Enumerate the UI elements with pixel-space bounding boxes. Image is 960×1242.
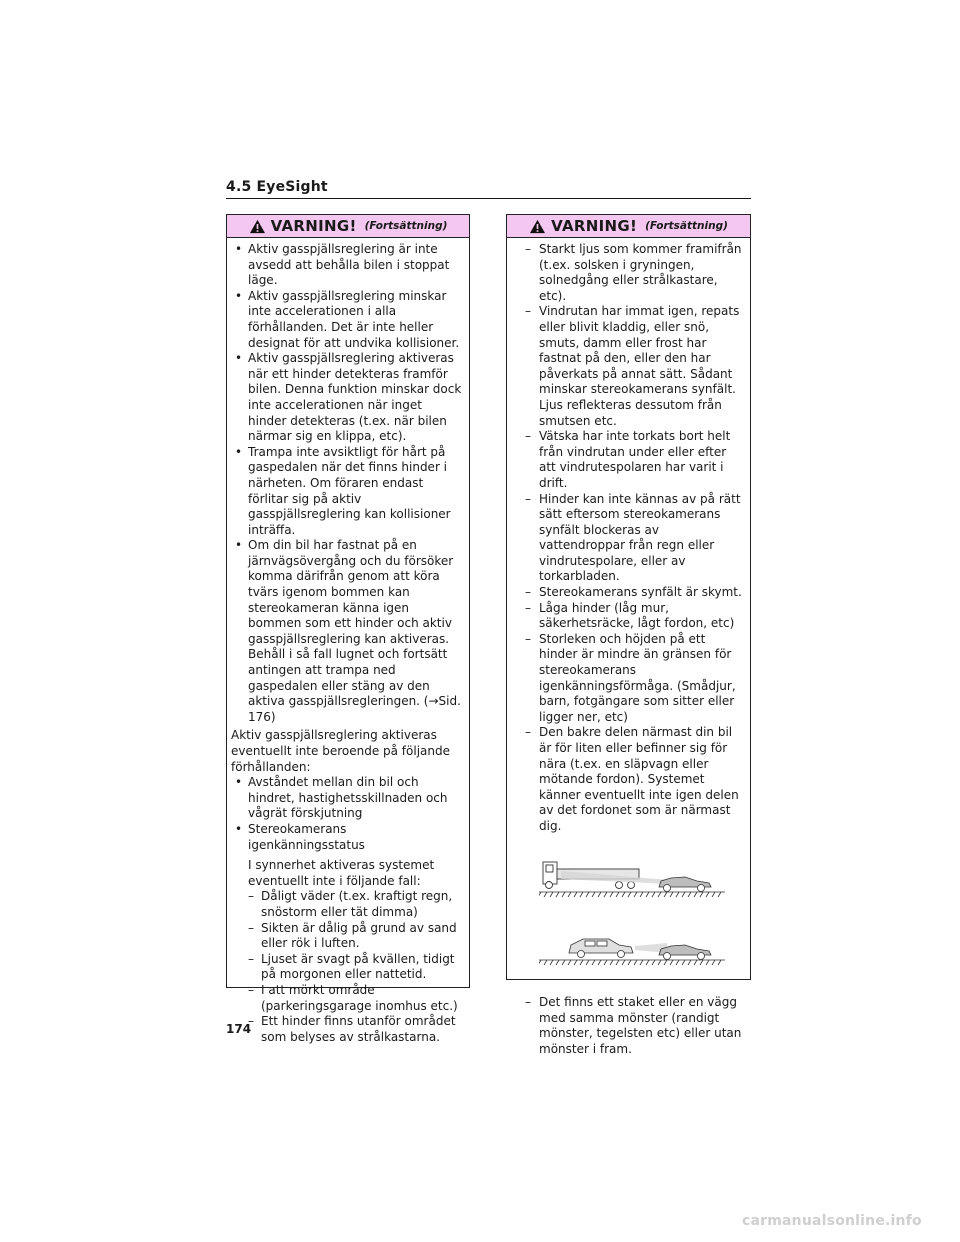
own-car-illustration: [659, 945, 711, 960]
dash-item: – Dåligt väder (t.ex. kraftigt regn, snöstorm eller tät dimma): [231, 889, 463, 920]
dash-item: – I att mörkt område (parkeringsgarage inomhus etc.): [231, 983, 463, 1014]
warning-title: VARNING!: [270, 217, 357, 235]
warning-header: [227, 215, 469, 238]
warning-header: [507, 215, 750, 238]
ground-line-hatch: [539, 960, 725, 965]
list-item: • Stereokamerans igenkänningsstatus: [231, 822, 463, 853]
dash-item: – Stereokamerans synfält är skymt.: [525, 585, 744, 601]
warning-body: [507, 238, 750, 1068]
dash-item: – Låga hinder (låg mur, säkerhetsräcke, lågt fordon, etc): [525, 601, 744, 632]
watermark: carmanualsonline.info: [742, 1213, 922, 1229]
oncoming-car-illustration: [569, 939, 633, 958]
warning-box-right: [506, 214, 751, 1056]
dash-item: – Vindrutan har immat igen, repats eller blivit kladdig, eller snö, smuts, damm eller frost har fastnat på den, eller den har påverkats på annat sätt. Sådant minskar stereokamerans synfält. Ljus reflekteras dessutom från smutsen etc.: [525, 304, 744, 429]
dash-item: – Det finns ett staket eller en vägg med samma mönster (randigt mönster, tegelsten etc) eller utan mönster i fram.: [525, 995, 744, 1057]
sub-intro-paragraph: I synnerhet aktiveras systemet eventuellt inte i följande fall:: [248, 858, 435, 888]
list-item: • Aktiv gasspjällsreglering minskar inte accelerationen i alla förhållanden. Det är inte heller designat för att undvika kollisioner.: [231, 289, 463, 351]
section-title: 4.5 EyeSight: [226, 179, 328, 195]
list-item: • Trampa inte avsiktligt för hårt på gaspedalen när det finns hinder i närheten. Om föraren endast förlitar sig på aktiv gasspjällsreglering kan kollisioner inträffa.: [231, 445, 463, 539]
intro-paragraph: Aktiv gasspjällsreglering aktiveras eventuellt inte beroende på följande förhållanden:: [231, 728, 450, 774]
trailer-and-car-illustration: [539, 857, 725, 977]
dash-item: – Hinder kan inte kännas av på rätt sätt eftersom stereokamerans synfält blockeras av vattendroppar från regn eller vindrutespolare, eller av torkarbladen.: [525, 492, 744, 586]
list-item: • Aktiv gasspjällsreglering aktiveras när ett hinder detekteras framför bilen. Denna funktion minskar dock inte accelerationen när inget hinder detekteras (t.ex. när bilen närmar sig en klippa, etc).: [231, 351, 463, 445]
own-car-illustration: [659, 877, 711, 892]
dash-item: – Storleken och höjden på ett hinder är mindre än gränsen för stereokamerans igenkänningsförmåga. (Smådjur, barn, fotgängare som sitter eller ligger ner, etc): [525, 632, 744, 726]
dash-item: – Vätska har inte torkats bort helt från vindrutan under eller efter att vindrutespolaren har varit i drift.: [525, 429, 744, 491]
section-divider: [226, 198, 751, 199]
dash-item: – Starkt ljus som kommer framifrån (t.ex. solsken i gryningen, solnedgång eller strålkastare, etc).: [525, 242, 744, 304]
warning-continued: (Fortsättning): [364, 220, 448, 232]
dash-item: – Sikten är dålig på grund av sand eller rök i luften.: [231, 921, 463, 952]
warning-continued: (Fortsättning): [645, 220, 728, 232]
list-item: • Om din bil har fastnat på en järnvägsövergång och du försöker komma därifrån genom att köra tvärs igenom bommen kan stereokameran känna igen bommen som ett hinder och aktiv gasspjällsreglering kan aktiveras. Behåll i så fall lugnet och fortsätt antingen att trampa ned gaspedalen eller stäng av den aktiva gasspjällsregleringen. (→Sid. 176): [231, 538, 463, 725]
list-item: • Aktiv gasspjällsreglering är inte avsedd att behålla bilen i stoppat läge.: [231, 242, 463, 289]
dash-item: – Ljuset är svagt på kvällen, tidigt på morgonen eller nattetid.: [231, 952, 463, 983]
dash-item: – Ett hinder finns utanför området som belyses av strålkastarna.: [231, 1014, 463, 1045]
warning-body: [227, 238, 469, 1055]
warning-triangle-icon: [249, 219, 266, 234]
page-number: 174: [226, 1022, 252, 1036]
warning-triangle-icon: [529, 219, 546, 234]
warning-title: VARNING!: [551, 217, 638, 235]
list-item: • Avståndet mellan din bil och hindret, hastighetsskillnaden och vågrät förskjutning: [231, 775, 463, 822]
dash-item: – Den bakre delen närmast din bil är för liten eller befinner sig för nära (t.ex. en släpvagn eller mötande fordon). Systemet känner eventuellt inte igen delen av det fordonet som är närmast dig.: [525, 725, 744, 834]
ground-line-hatch: [539, 892, 725, 897]
